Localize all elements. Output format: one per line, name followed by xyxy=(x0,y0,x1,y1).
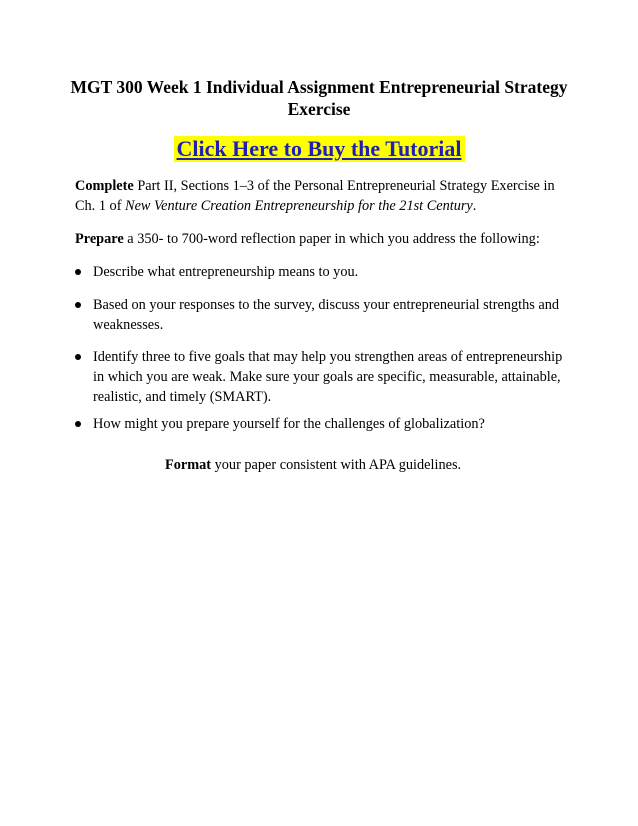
cta-container xyxy=(0,136,638,162)
format-lead: Format xyxy=(165,457,212,473)
bullet-icon xyxy=(75,302,81,308)
bullet-icon xyxy=(75,354,81,360)
prepare-text: a 350- to 700-word reflection paper in which you address the following: xyxy=(123,231,540,247)
buy-tutorial-link[interactable]: Click Here to Buy the Tutorial xyxy=(174,136,465,162)
page-title: MGT 300 Week 1 Individual Assignment Entrepreneurial Strategy Exercise xyxy=(70,77,568,119)
book-title: New Venture Creation Entrepreneurship for the 21st Century xyxy=(125,198,473,214)
prepare-lead: Prepare xyxy=(75,231,124,247)
format-paragraph xyxy=(165,455,585,475)
format-text: your paper consistent with APA guidelines. xyxy=(211,457,462,473)
complete-paragraph xyxy=(75,176,575,216)
bullet-icon xyxy=(75,269,81,275)
list-item-text: Describe what entrepreneurship means to you. xyxy=(93,264,359,280)
list-item-text: How might you prepare yourself for the challenges of globalization? xyxy=(93,416,485,432)
prepare-paragraph xyxy=(75,229,575,249)
list-item-text: Based on your responses to the survey, discuss your entrepreneurial strengths and weaknesses. xyxy=(93,297,559,333)
list-item-text: Identify three to five goals that may help you strengthen areas of entrepreneurship in which you are weak. Make sure your goals are specific, measurable, attainable, realistic, and timely (SMART). xyxy=(93,349,563,405)
complete-text: Part II, Sections 1–3 of the Personal Entrepreneurial Strategy Exercise in Ch. 1 of xyxy=(75,178,555,214)
complete-lead: Complete xyxy=(75,178,134,194)
complete-end: . xyxy=(472,198,477,214)
bullet-icon xyxy=(75,421,81,427)
